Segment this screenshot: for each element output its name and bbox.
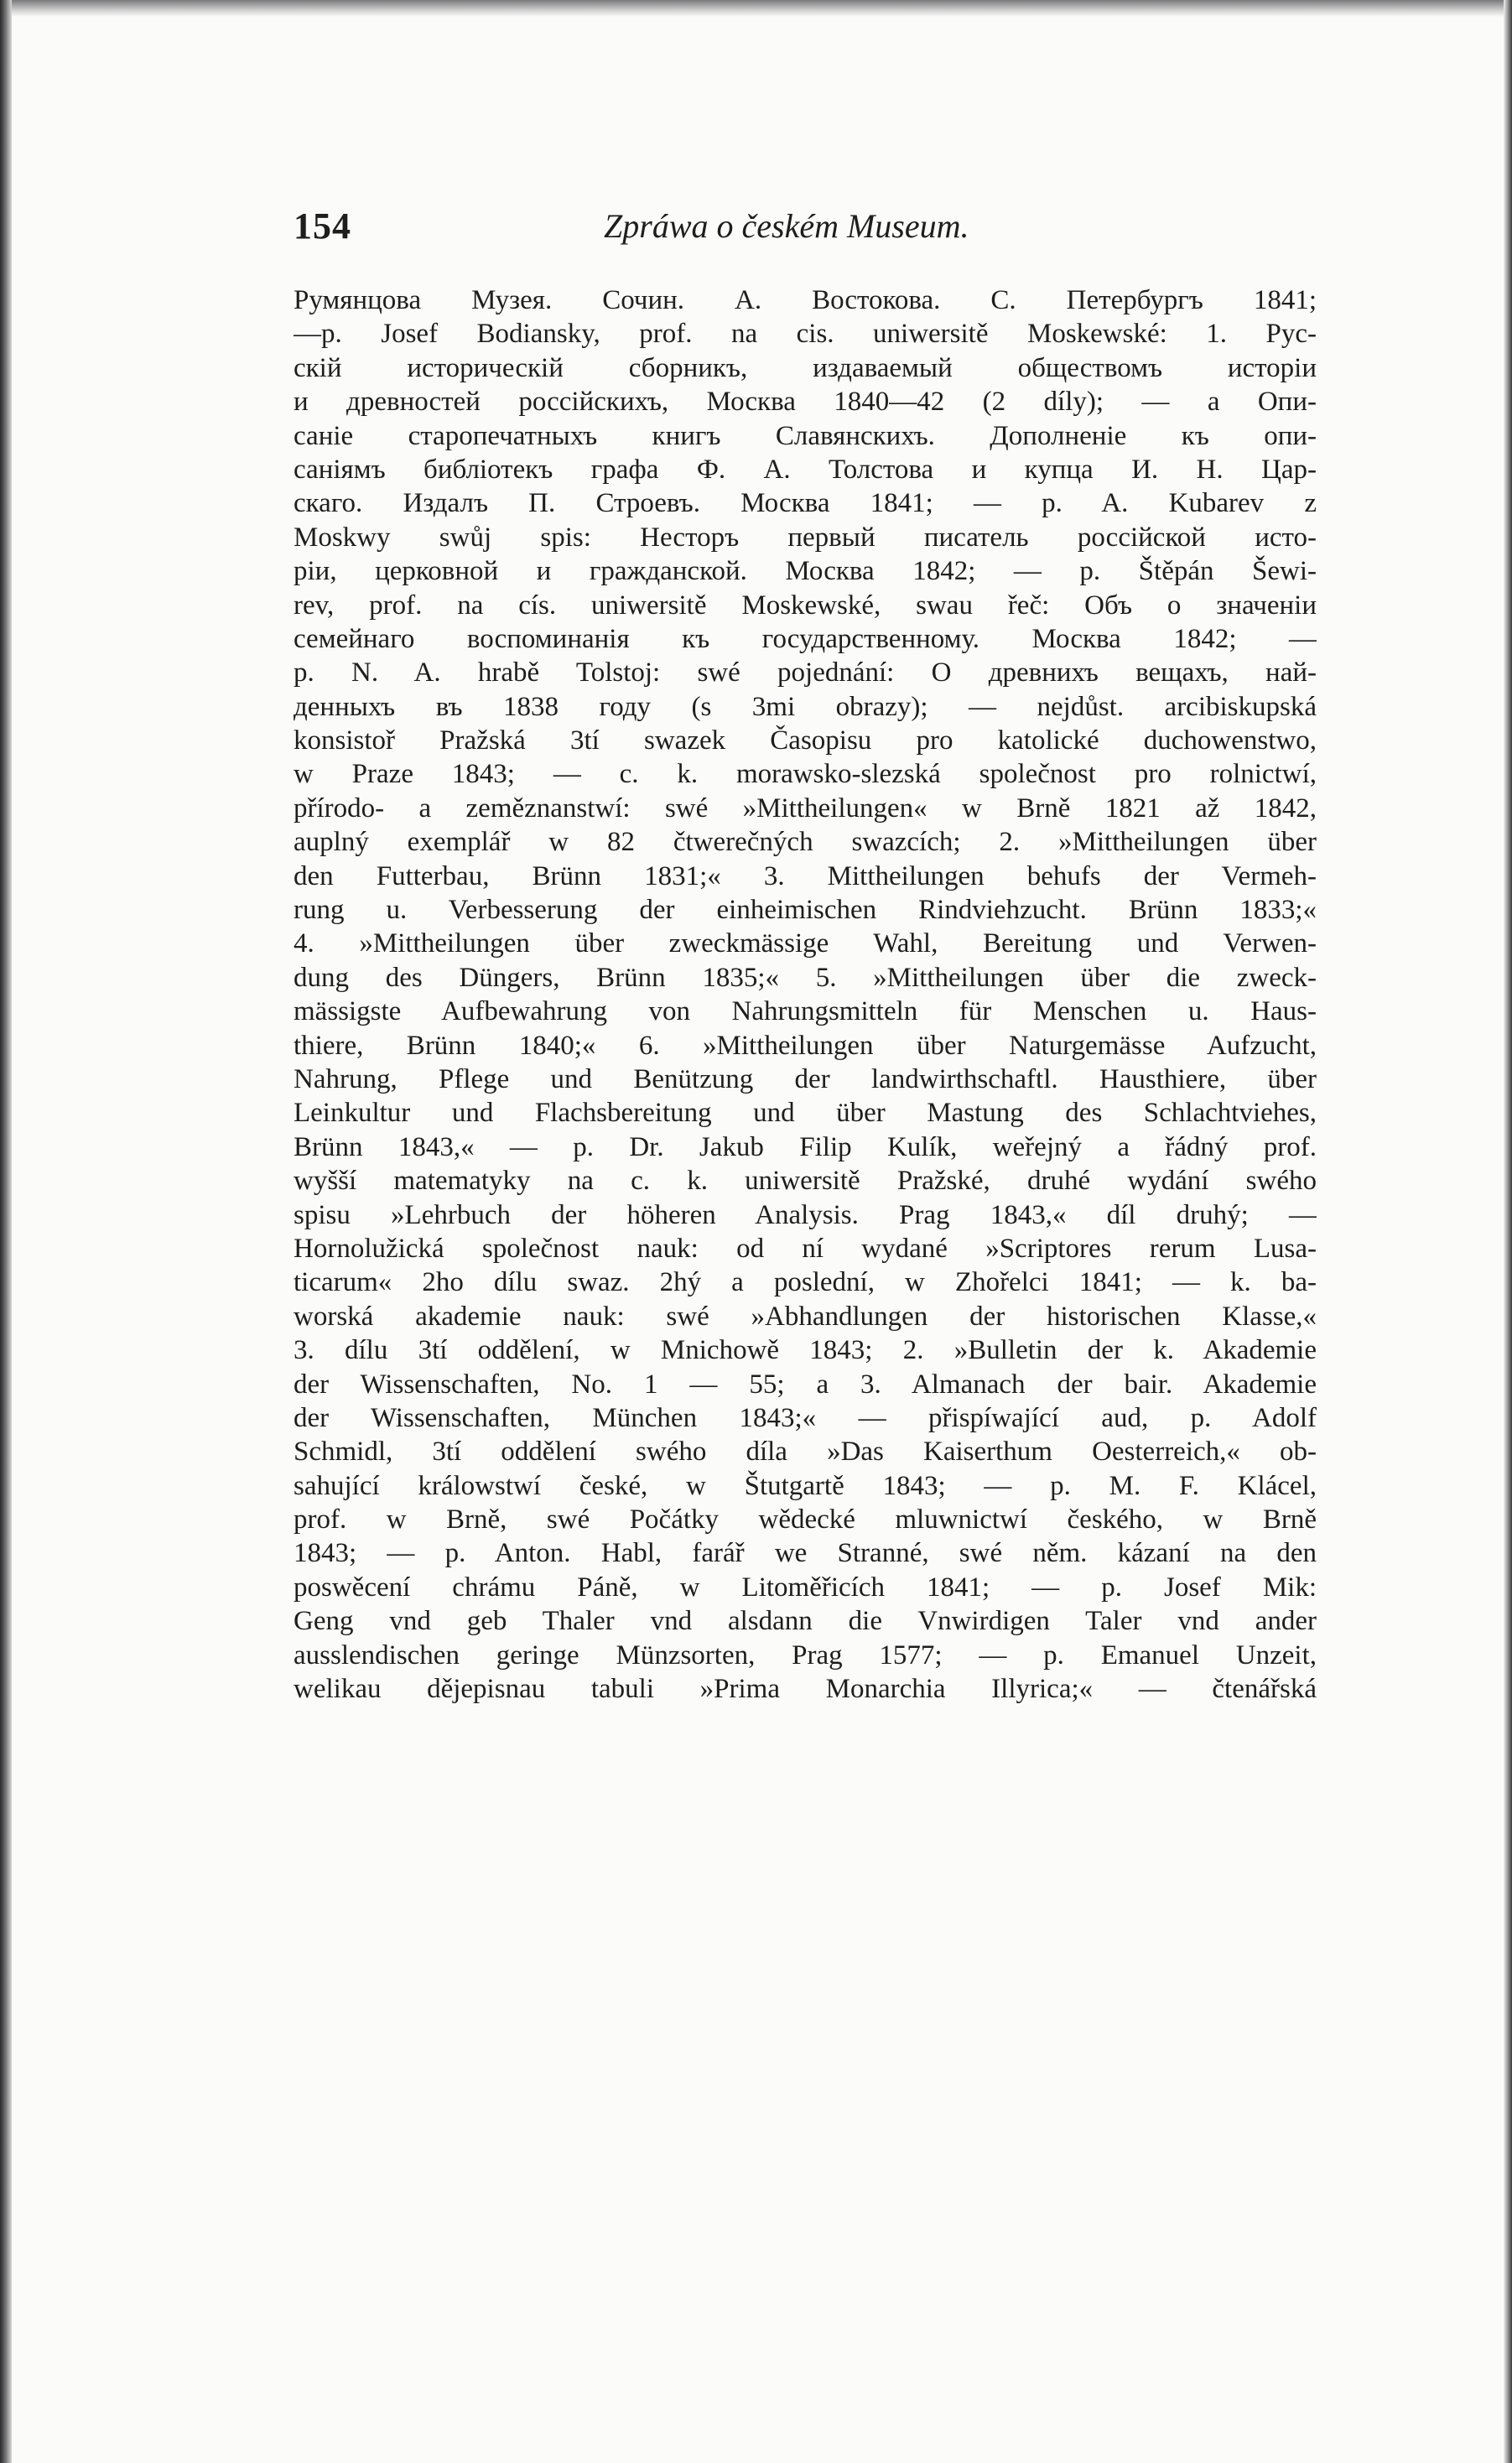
text-line: worská akademie nauk: swé »Abhandlungen der historischen Klasse,« xyxy=(294,1301,1317,1332)
text-line: Brünn 1843,« — p. Dr. Jakub Filip Kulík, weřejný a řádný prof. xyxy=(294,1131,1317,1162)
running-title: Zpráwa o českém Museum. xyxy=(604,207,969,245)
body-text xyxy=(294,283,1317,1706)
text-line: саніе старопечатныхъ книгъ Славянскихъ. Дополненіе къ опи- xyxy=(294,420,1317,451)
text-line: prof. w Brně, swé Počátky wědecké mluwnictwí českého, w Brně xyxy=(294,1504,1317,1535)
text-line: скій историческій сборникъ, издаваемый обществомъ исторіи xyxy=(294,352,1317,383)
text-line: Geng vnd geb Thaler vnd alsdann die Vnwirdigen Taler vnd ander xyxy=(294,1606,1317,1637)
text-line: poswěcení chrámu Páně, w Litoměřicích 1841; — p. Josef Mik: xyxy=(294,1572,1317,1603)
text-line: p. N. A. hrabě Tolstoj: swé pojednání: О древнихъ вещахъ, най- xyxy=(294,657,1317,688)
text-line: auplný exemplář w 82 čtwerečných swazcích; 2. »Mittheilungen über xyxy=(294,827,1317,858)
text-line: ріи, церковной и гражданской. Москва 1842; — p. Štěpán Šewi- xyxy=(294,556,1317,587)
text-line: и древностей россійскихъ, Москва 1840—42 (2 díly); — a Опи- xyxy=(294,387,1317,418)
text-line: ticarum« 2ho dílu swaz. 2hý a poslední, w Zhořelci 1841; — k. ba- xyxy=(294,1267,1317,1298)
text-line: w Praze 1843; — c. k. morawsko-slezská společnost pro rolnictwí, xyxy=(294,759,1317,790)
text-line: rev, prof. na cís. uniwersitě Moskewské, swau řeč: Объ о значеніи xyxy=(294,590,1317,621)
text-line: скаго. Издалъ П. Строевъ. Москва 1841; — p. A. Kubarev z xyxy=(294,488,1317,519)
text-line: welikau dějepisnau tabuli »Prima Monarchia Illyrica;« — čtenářská xyxy=(294,1674,1317,1705)
text-line: dung des Düngers, Brünn 1835;« 5. »Mittheilungen über die zweck- xyxy=(294,962,1317,993)
page-header xyxy=(294,201,1308,260)
text-line: der Wissenschaften, No. 1 — 55; a 3. Almanach der bair. Akademie xyxy=(294,1369,1317,1400)
text-line: семейнаго воспоминанія къ государственному. Москва 1842; — xyxy=(294,623,1317,654)
scan-edge-right xyxy=(1504,0,1512,2463)
text-line: 3. dílu 3tí oddělení, w Mnichowě 1843; 2. »Bulletin der k. Akademie xyxy=(294,1335,1317,1366)
text-line: der Wissenschaften, München 1843;« — přispíwající aud, p. Adolf xyxy=(294,1402,1317,1433)
text-line: Nahrung, Pflege und Benützung der landwirthschaftl. Hausthiere, über xyxy=(294,1063,1317,1094)
text-line: mässigste Aufbewahrung von Nahrungsmitteln für Menschen u. Haus- xyxy=(294,996,1317,1027)
text-line: саніямъ библіотекъ графа Ф. А. Толстова и купца И. Н. Цар- xyxy=(294,454,1317,485)
text-line: thiere, Brünn 1840;« 6. »Mittheilungen über Naturgemässe Aufzucht, xyxy=(294,1030,1317,1061)
text-line: Румянцова Музея. Сочин. А. Востокова. С. Петербургъ 1841; xyxy=(294,285,1317,315)
text-line: ausslendischen geringe Münzsorten, Prag 1577; — p. Emanuel Unzeit, xyxy=(294,1639,1317,1671)
text-line: přírodo- a zeměznanstwí: swé »Mittheilungen« w Brně 1821 až 1842, xyxy=(294,792,1317,824)
text-line: Moskwy swůj spis: Несторъ первый писатель россійской исто- xyxy=(294,522,1317,553)
scan-edge-top xyxy=(0,0,1512,17)
page-number: 154 xyxy=(294,205,351,247)
text-line: —p. Josef Bodiansky, prof. na cis. uniwersitě Moskewské: 1. Рус- xyxy=(294,319,1317,350)
scan-edge-left xyxy=(0,0,12,2463)
text-line: 1843; — p. Anton. Habl, farář we Stranné, swé něm. kázaní na den xyxy=(294,1538,1317,1569)
text-line: konsistoř Pražská 3tí swazek Časopisu pro katolické duchowenstwo, xyxy=(294,725,1317,756)
text-line: денныхъ въ 1838 году (s 3mi obrazy); — nejdůst. arcibiskupská xyxy=(294,691,1317,722)
text-line: 4. »Mittheilungen über zweckmässige Wahl, Bereitung und Verwen- xyxy=(294,928,1317,959)
text-line: Schmidl, 3tí oddělení swého díla »Das Kaiserthum Oesterreich,« ob- xyxy=(294,1437,1317,1468)
text-line: sahující králowstwí české, w Štutgartě 1843; — p. M. F. Klácel, xyxy=(294,1470,1317,1501)
text-line: rung u. Verbesserung der einheimischen Rindviehzucht. Brünn 1833;« xyxy=(294,895,1317,926)
text-line: den Futterbau, Brünn 1831;« 3. Mittheilungen behufs der Vermeh- xyxy=(294,860,1317,891)
text-line: spisu »Lehrbuch der höheren Analysis. Prag 1843,« díl druhý; — xyxy=(294,1199,1317,1230)
text-line: wyšší matematyky na c. k. uniwersitě Pražské, druhé wydání swého xyxy=(294,1166,1317,1197)
text-line: Hornolužická společnost nauk: od ní wydané »Scriptores rerum Lusa- xyxy=(294,1233,1317,1264)
text-line: Leinkultur und Flachsbereitung und über Mastung des Schlachtviehes, xyxy=(294,1098,1317,1129)
